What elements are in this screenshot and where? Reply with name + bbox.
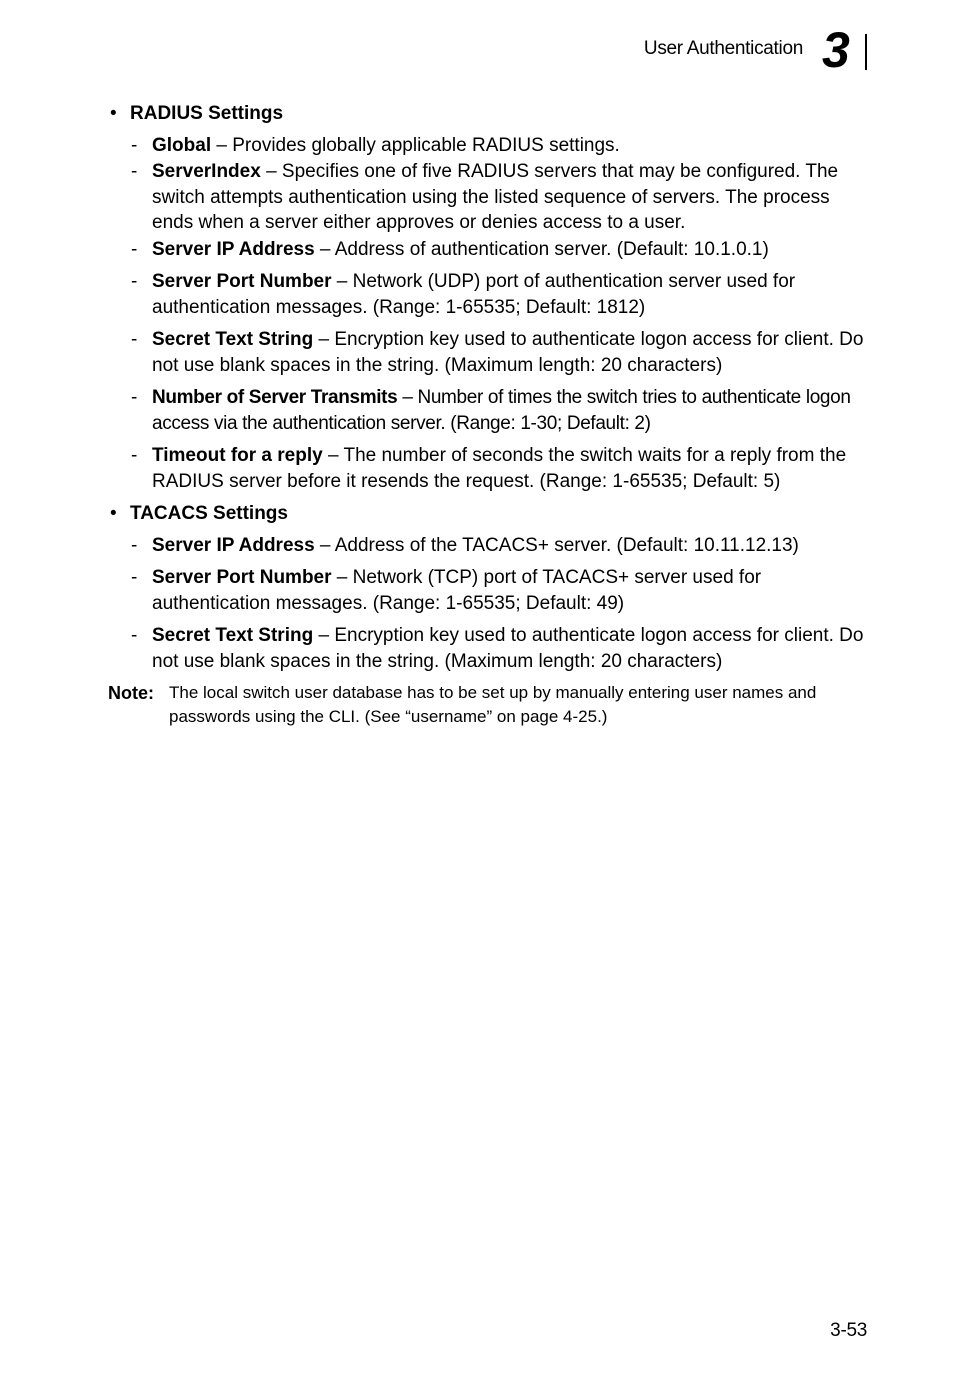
list-item-serverindex: [130, 159, 868, 236]
section-title: TACACS Settings: [130, 503, 288, 524]
list-item-secret-text-string: [130, 327, 868, 378]
section-radius-settings: [108, 101, 868, 494]
item-description: – The number of seconds the switch waits for a reply from the RADIUS server before it resends the request. (Range: 1-65535; Default: 5): [152, 445, 847, 492]
dash-marker: -: [131, 271, 138, 292]
note-label: Note:: [108, 683, 154, 703]
item-term: Number of Server Transmits: [152, 387, 398, 408]
item-term: Timeout for a reply: [152, 445, 323, 466]
item-term: Server IP Address: [152, 238, 315, 260]
running-head-title: User Authentication: [643, 38, 803, 59]
dash-marker: -: [131, 445, 138, 466]
list-item-timeout-for-a-reply: [130, 443, 868, 494]
section-title: RADIUS Settings: [130, 103, 284, 124]
item-description: – Specifies one of five RADIUS servers that may be configured. The switch attempts authentication using the listed sequence of servers. The process ends when a server either approves or denies access to a user.: [152, 161, 839, 233]
item-term: Secret Text String: [152, 625, 314, 646]
item-term: Global: [152, 134, 212, 156]
item-description: – Address of the TACACS+ server. (Default: 10.11.12.13): [314, 534, 799, 556]
list-item-number-of-server-transmits: [130, 385, 868, 436]
chapter-rule: [865, 34, 867, 70]
item-description: – Encryption key used to authenticate logon access for client. Do not use blank spaces in the string. (Maximum length: 20 characters): [152, 625, 864, 672]
item-list: [130, 133, 868, 495]
bullet-icon: •: [110, 503, 117, 524]
list-item-server-port-number: [130, 565, 868, 616]
dash-marker: -: [131, 238, 138, 260]
list-item-server-ip-address: [130, 237, 868, 263]
list-item-server-port-number: [130, 269, 868, 320]
section-tacacs-settings: [108, 501, 868, 674]
item-description: – Address of authentication server. (Default: 10.1.0.1): [314, 238, 769, 260]
page-body: [108, 101, 868, 729]
item-list: [130, 533, 868, 675]
dash-marker: -: [131, 329, 138, 350]
item-term: Server Port Number: [152, 567, 332, 588]
item-term: Server Port Number: [152, 271, 332, 292]
list-item-server-ip-address: [130, 533, 868, 559]
dash-marker: -: [131, 134, 138, 156]
item-description: – Encryption key used to authenticate logon access for client. Do not use blank spaces in the string. (Maximum length: 20 characters): [152, 329, 864, 376]
item-term: ServerIndex: [152, 161, 261, 182]
item-description: – Network (UDP) port of authentication server used for authentication messages. (Range: 1-65535; Default: 1812): [152, 271, 796, 318]
dash-marker: -: [131, 161, 138, 182]
list-item-secret-text-string: [130, 623, 868, 674]
bullet-icon: •: [110, 103, 117, 124]
dash-marker: -: [131, 534, 138, 556]
list-item-global: [130, 133, 868, 159]
item-term: Server IP Address: [152, 534, 315, 556]
dash-marker: -: [131, 625, 138, 646]
page-number: 3-53: [830, 1320, 867, 1341]
dash-marker: -: [131, 387, 137, 408]
note-text: The local switch user database has to be set up by manually entering user names and passwords using the CLI. (See “username” on page 4-25.): [169, 683, 817, 726]
item-description: – Number of times the switch tries to authenticate logon access via the authentication server. (Range: 1-30; Default: 2): [152, 387, 851, 434]
item-description: – Network (TCP) port of TACACS+ server used for authentication messages. (Range: 1-65535; Default: 49): [152, 567, 762, 614]
item-description: – Provides globally applicable RADIUS settings.: [211, 134, 620, 156]
dash-marker: -: [131, 567, 138, 588]
item-term: Secret Text String: [152, 329, 314, 350]
chapter-number: 3: [822, 22, 850, 78]
note-box: [108, 681, 868, 729]
